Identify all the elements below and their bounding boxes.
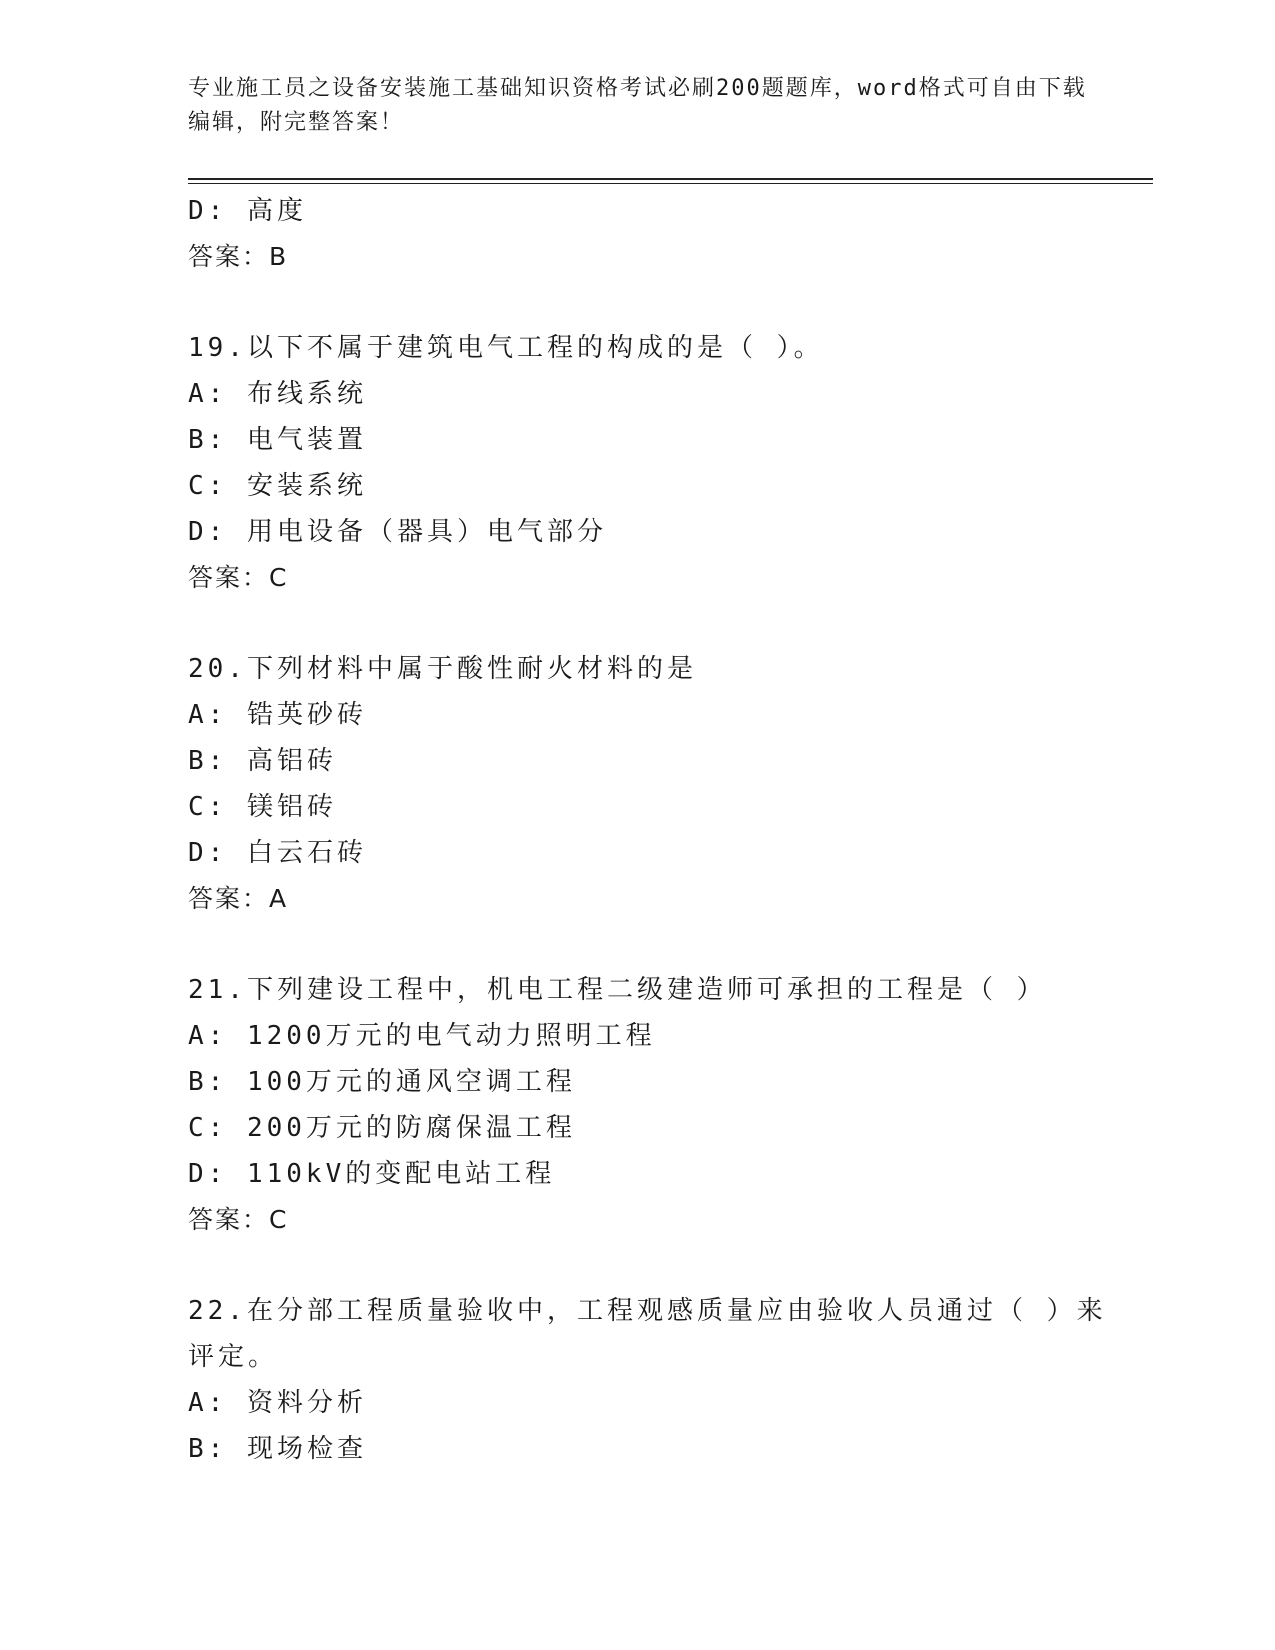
option-a: A: 资料分析 — [188, 1388, 367, 1418]
question-stem: 20.下列材料中属于酸性耐火材料的是 — [188, 654, 697, 684]
question-21 — [188, 967, 1108, 1243]
option-d: D: 110kV的变配电站工程 — [188, 1159, 556, 1189]
header-rule — [188, 178, 1153, 180]
option-b: B: 现场检查 — [188, 1434, 367, 1464]
option-a: A: 布线系统 — [188, 379, 367, 409]
document-header: 专业施工员之设备安装施工基础知识资格考试必刷200题题库，word格式可自由下载编辑，附完整答案！ — [188, 76, 1087, 135]
question-22 — [188, 1288, 1108, 1472]
question-list — [188, 188, 1108, 1472]
answer: 答案：C — [188, 1205, 289, 1234]
question-19 — [188, 325, 1108, 601]
answer: 答案：C — [188, 563, 289, 592]
header-rule-thin — [188, 183, 1153, 184]
question-stem: 21.下列建设工程中，机电工程二级建造师可承担的工程是（ ） — [188, 975, 1047, 1005]
question-stem: 22.在分部工程质量验收中，工程观感质量应由验收人员通过（ ）来评定。 — [188, 1296, 1107, 1372]
option-a: A: 锆英砂砖 — [188, 700, 367, 730]
prev-option-d: D: 高度 — [188, 196, 307, 226]
prev-answer: 答案：B — [188, 242, 289, 271]
option-c: C: 200万元的防腐保温工程 — [188, 1113, 576, 1143]
option-b: B: 电气装置 — [188, 425, 367, 455]
answer: 答案：A — [188, 884, 289, 913]
option-c: C: 安装系统 — [188, 471, 367, 501]
question-20 — [188, 646, 1108, 922]
option-c: C: 镁铝砖 — [188, 792, 337, 822]
option-b: B: 100万元的通风空调工程 — [188, 1067, 576, 1097]
option-b: B: 高铝砖 — [188, 746, 337, 776]
question-stem: 19.以下不属于建筑电气工程的构成的是（ ）。 — [188, 333, 824, 363]
option-d: D: 白云石砖 — [188, 838, 367, 868]
option-d: D: 用电设备（器具）电气部分 — [188, 517, 607, 547]
option-a: A: 1200万元的电气动力照明工程 — [188, 1021, 656, 1051]
